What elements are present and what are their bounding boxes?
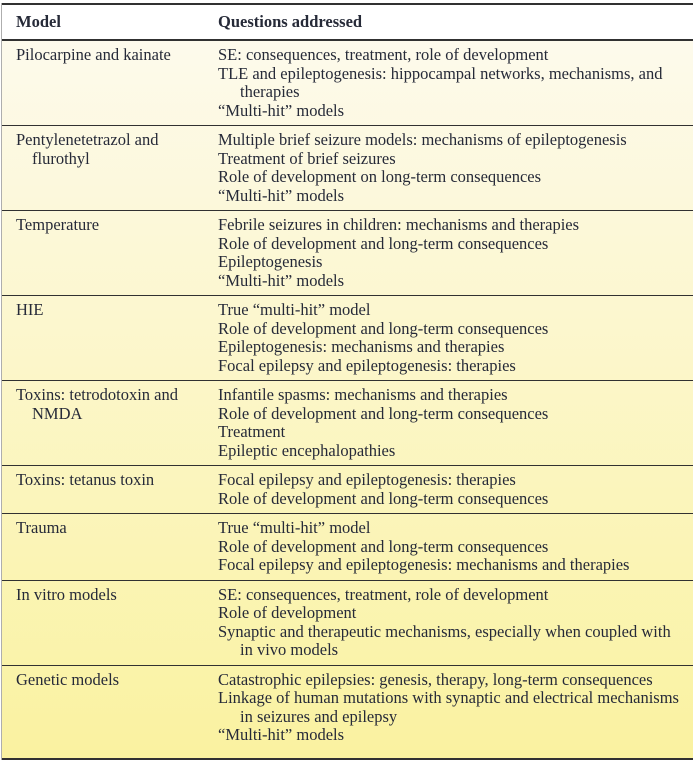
table-row xyxy=(2,295,693,380)
model-cell: Temperature xyxy=(16,215,100,234)
questions-cell xyxy=(218,46,693,120)
question-line: Synaptic and therapeutic mechanisms, especially when coupled with in vivo models xyxy=(218,621,671,659)
question-line: Role of development and long-term consequences xyxy=(218,403,549,423)
questions-cell xyxy=(218,301,693,375)
model-cell: Toxins: tetanus toxin xyxy=(16,470,155,489)
models-questions-table xyxy=(2,3,693,760)
question-line: Linkage of human mutations with synaptic and electrical mechanisms in seizures and epilepsy xyxy=(218,688,679,726)
question-line: “Multi-hit” models xyxy=(218,100,345,120)
question-line: Treatment xyxy=(218,422,286,441)
question-line: Role of development and long-term consequences xyxy=(218,536,549,556)
table-header-row xyxy=(2,5,693,41)
question-line: Focal epilepsy and epileptogenesis: therapies xyxy=(218,470,516,489)
column-header-model: Model xyxy=(16,12,61,31)
model-cell: Toxins: tetrodotoxin and NMDA xyxy=(16,385,178,423)
question-line: “Multi-hit” models xyxy=(218,185,345,205)
question-line: SE: consequences, treatment, role of development xyxy=(218,45,549,64)
question-line: “Multi-hit” models xyxy=(218,725,345,744)
question-line: Role of development xyxy=(218,603,357,622)
question-line: “Multi-hit” models xyxy=(218,270,345,290)
question-line: Catastrophic epilepsies: genesis, therapy, long-term consequences xyxy=(218,669,653,689)
question-line: Multiple brief seizure models: mechanisms of epileptogenesis xyxy=(218,130,627,149)
questions-cell xyxy=(218,386,693,460)
table-row xyxy=(2,210,693,295)
questions-cell xyxy=(218,131,693,205)
questions-cell xyxy=(218,519,693,575)
column-header-questions: Questions addressed xyxy=(218,12,363,31)
model-cell: HIE xyxy=(16,300,44,319)
model-cell: Genetic models xyxy=(16,669,120,689)
table-row xyxy=(2,580,693,665)
question-line: Focal epilepsy and epileptogenesis: mechanisms and therapies xyxy=(218,555,630,574)
question-line: True “multi-hit” model xyxy=(218,300,371,319)
table-row xyxy=(2,465,693,513)
table-left-edge-line xyxy=(1,3,2,760)
question-line: SE: consequences, treatment, role of development xyxy=(218,584,549,604)
question-line: Role of development and long-term consequences xyxy=(218,488,549,508)
question-line: Role of development on long-term consequences xyxy=(218,167,542,186)
table-row xyxy=(2,665,693,758)
question-line: Role of development and long-term consequences xyxy=(218,233,549,253)
question-line: Role of development and long-term consequences xyxy=(218,318,549,338)
table-row xyxy=(2,513,693,580)
questions-cell xyxy=(218,471,693,508)
questions-cell xyxy=(218,216,693,290)
questions-cell xyxy=(218,586,693,660)
question-line: Epileptic encephalopathies xyxy=(218,440,396,460)
question-line: TLE and epileptogenesis: hippocampal networks, mechanisms, and therapies xyxy=(218,63,663,101)
table-row xyxy=(2,41,693,125)
model-cell: Pentylenetetrazol and flurothyl xyxy=(16,130,159,168)
table-row xyxy=(2,125,693,210)
question-line: Focal epilepsy and epileptogenesis: therapies xyxy=(218,355,516,375)
table-row xyxy=(2,380,693,465)
question-line: Treatment of brief seizures xyxy=(218,148,396,168)
question-line: Epileptogenesis: mechanisms and therapies xyxy=(218,337,505,356)
question-line: Infantile spasms: mechanisms and therapies xyxy=(218,385,508,404)
question-line: Epileptogenesis xyxy=(218,252,323,271)
model-cell: In vitro models xyxy=(16,584,117,604)
model-cell: Trauma xyxy=(16,518,67,537)
question-line: Febrile seizures in children: mechanisms and therapies xyxy=(218,215,580,234)
question-line: True “multi-hit” model xyxy=(218,518,371,537)
model-cell: Pilocarpine and kainate xyxy=(16,45,171,64)
table-body xyxy=(2,41,693,758)
questions-cell xyxy=(218,671,693,745)
